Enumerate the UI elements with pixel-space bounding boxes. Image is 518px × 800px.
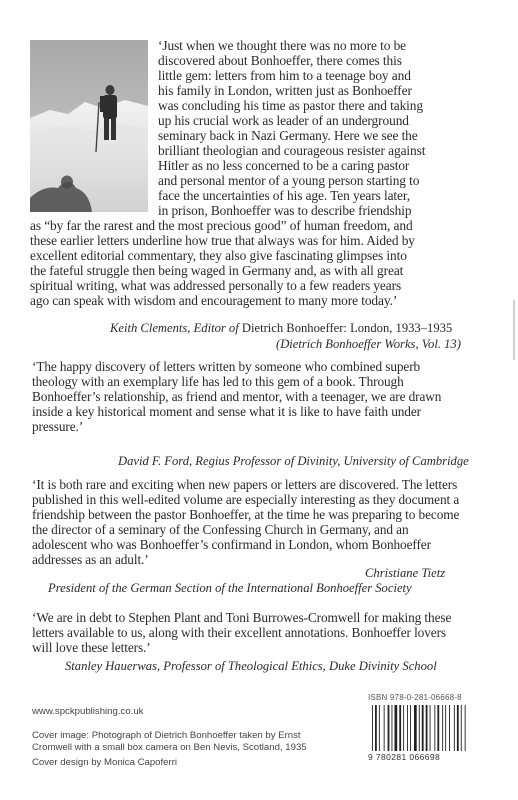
quote-line: these earlier letters underline how true that always was for him. Aided by (30, 233, 415, 248)
barcode-bar (449, 705, 450, 751)
barcode-bar (403, 705, 404, 751)
quote-attribution: Stanley Hauerwas, Professor of Theological Ethics, Duke Divinity School (65, 659, 437, 673)
barcode-bar (426, 705, 428, 751)
quote-tietz: ‘It is both rare and exciting when new papers or letters are discovered. The letters published in this well-edited volume are especially interesting as they document a friendship between the pastor Bonhoeffer, at the time he was preparing to become the director of a seminary of the Confessing Church in Germany, and an adolescent who was Bonhoeffer’s confirmand in London, whom Bonhoeffer addresses as an adult.’ (32, 477, 460, 567)
barcode-bar (461, 705, 462, 751)
quote-attribution-series: (Dietrich Bonhoeffer Works, Vol. 13) (276, 337, 461, 351)
quote-line: Hitler as no less concerned to be a caring pastor (158, 158, 410, 173)
attribution-book-title: Dietrich Bonhoeffer: London, 1933–1935 (241, 321, 453, 335)
quote-line: up his crucial work as leader of an underground (158, 113, 409, 128)
quote-line: excellent editorial commentary, they also give fascinating glimpses into (30, 248, 407, 263)
quote-line: face the uncertainties of his age. Ten years later, (158, 188, 410, 203)
barcode-bar (445, 705, 446, 751)
quote-line: ‘Just when we thought there was no more to be (158, 38, 407, 53)
cover-design-credit: Cover design by Monica Capoferri (32, 757, 178, 768)
cover-image-credit-line2: Cromwell with a small box camera on Ben Nevis, Scotland, 1935 (32, 742, 307, 753)
barcode-bar (434, 705, 435, 751)
barcode-bar (372, 705, 373, 751)
barcode-bar (384, 705, 385, 751)
quote-hauerwas: ‘We are in debt to Stephen Plant and Toni Burrowes-Cromwell for making these letters available to us, along with their excellent annotations. Bonhoeffer lovers will love these letters.’ (32, 610, 452, 655)
barcode-bar (388, 705, 390, 751)
quote-line: was concluding his time as pastor there and taking (158, 98, 423, 113)
quote-line: ago can speak with wisdom and encouragement to many more today.’ (30, 293, 398, 308)
quote-ford: ‘The happy discovery of letters written by someone who combined superb theology with an exemplary life has led to this gem of a book. Through Bonhoeffer’s relationship, as friend and mentor, with a teenager, we are drawn inside a key historical moment and sense what it is like to have faith under pressure.’ (32, 359, 442, 434)
barcode-bar (430, 705, 431, 751)
barcode-bar (437, 705, 439, 751)
quote-line: brilliant theologian and courageous resister against (158, 143, 426, 158)
quote-line: as “by far the rarest and the most precious good” of human freedom, and (30, 218, 413, 233)
barcode-bar (407, 705, 408, 751)
quote-attribution (110, 321, 452, 336)
quote-attribution-title: President of the German Section of the International Bonhoeffer Society (48, 581, 412, 595)
barcode-bar (395, 705, 398, 751)
quote-line: and personal mentor of a young person starting to (158, 173, 420, 188)
barcode-bar (375, 705, 377, 751)
isbn-label: ISBN 978-0-281-06668-8 (368, 693, 462, 702)
barcode-bar (410, 705, 411, 751)
isbn-barcode (368, 695, 471, 763)
cover-image-credit-line1: Cover image: Photograph of Dietrich Bonhoeffer taken by Ernst (32, 730, 301, 741)
scrollbar[interactable] (513, 300, 515, 360)
quote-line: little gem: letters from him to a teenage boy and (158, 68, 411, 83)
attribution-name: Keith Clements, Editor of (110, 321, 242, 335)
isbn-number: 9 780281 066698 (368, 752, 441, 762)
barcode-bar (454, 705, 455, 751)
barcode-bar (422, 705, 424, 751)
quote-line: the fateful struggle then being waged in Germany and, as with all great (30, 263, 404, 278)
quote-line: in prison, Bonhoeffer was to describe friendship (158, 203, 412, 218)
quote-attribution-name: Christiane Tietz (365, 566, 446, 580)
quote-line: seminary back in Nazi Germany. Here we see the (158, 128, 418, 143)
quote-line: spiritual writing, what was addressed personally to a few readers years (30, 278, 402, 293)
barcode-bar (392, 705, 393, 751)
barcode-bars (372, 705, 475, 753)
quote-line: his family in London, written just as Bonhoeffer (158, 83, 412, 98)
barcode-bar (419, 705, 420, 751)
barcode-bar (457, 705, 459, 751)
mountain-photo-illustration (30, 40, 148, 212)
barcode-bar (442, 705, 443, 751)
quote-attribution: David F. Ford, Regius Professor of Divinity, University of Cambridge (118, 454, 469, 468)
barcode-bar (414, 705, 417, 751)
barcode-bar (399, 705, 401, 751)
publisher-website: www.spckpublishing.co.uk (32, 706, 144, 717)
cover-photo (30, 40, 148, 212)
barcode-bar (465, 705, 466, 751)
quote-line: discovered about Bonhoeffer, there comes this (158, 53, 402, 68)
barcode-bar (379, 705, 380, 751)
